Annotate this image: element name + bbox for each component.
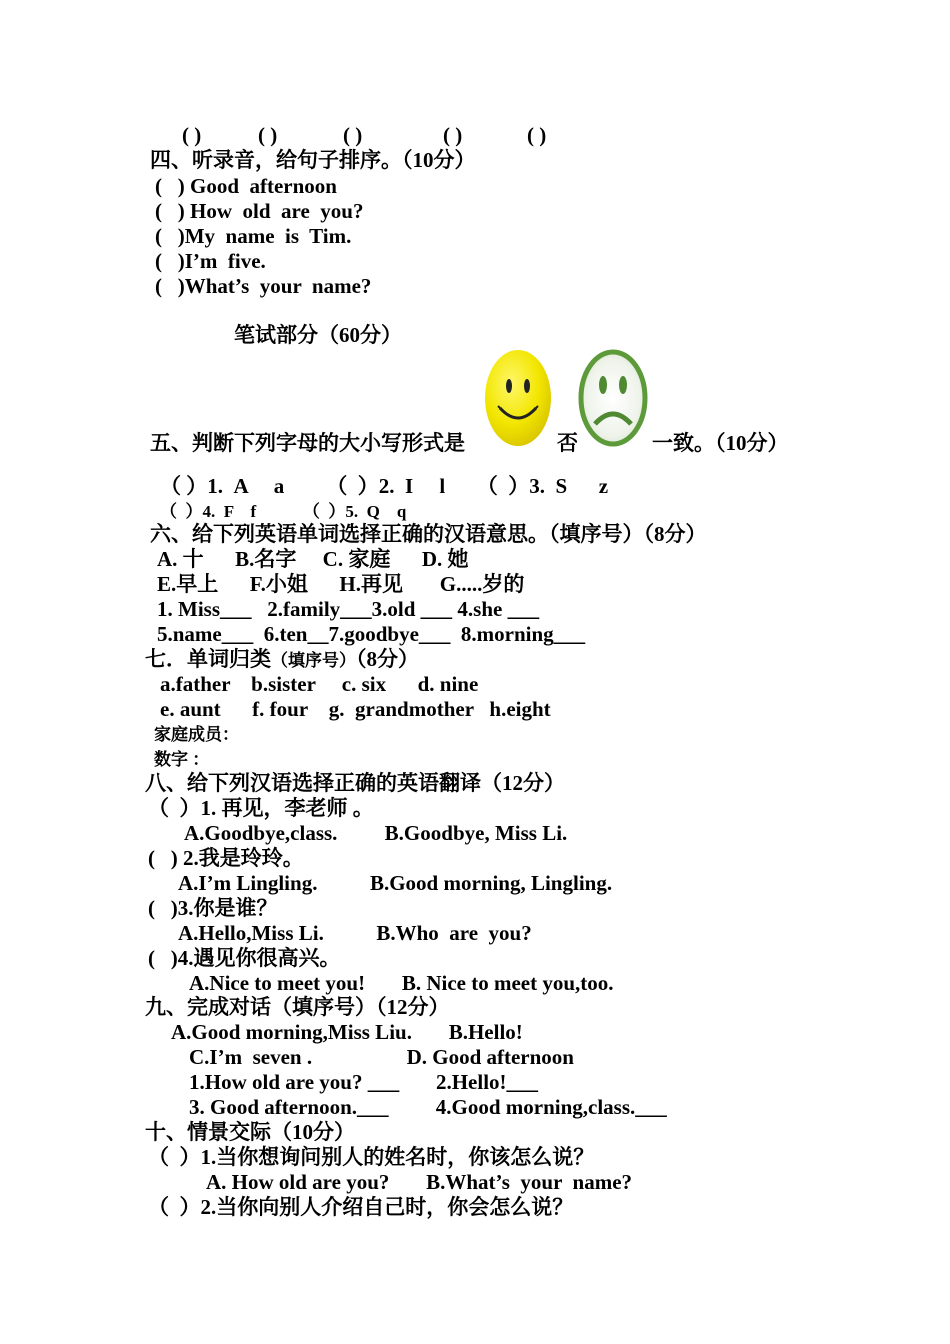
section-7-heading: 七．单词归类（填序号）（8分） <box>145 647 419 671</box>
category-family: 家庭成员： <box>154 725 239 744</box>
word-questions: 5.name___ 6.ten__7.goodbye___ 8.morning___ <box>157 622 586 646</box>
word-list: a.father b.sister c. six d. nine <box>160 672 479 696</box>
smiley-face-icon <box>482 348 554 448</box>
section-5-heading-mid: 否 <box>557 431 578 455</box>
ordering-item: ( ) Good afternoon <box>155 174 337 198</box>
answer-blank[interactable]: ( ) <box>258 123 278 147</box>
dialogue-questions: 3. Good afternoon.___ 4.Good morning,class.___ <box>189 1095 667 1119</box>
section-10-heading: 十、情景交际（10分） <box>145 1120 355 1144</box>
sad-face-icon <box>576 348 650 448</box>
written-part-title: 笔试部分（60分） <box>234 323 402 347</box>
answer-blank[interactable]: ( ) <box>527 123 547 147</box>
translation-question: ( )4.遇见你很高兴。 <box>148 946 341 970</box>
translation-options: A.Hello,Miss Li. B.Who are you? <box>178 921 532 945</box>
ordering-item: ( ) How old are you? <box>155 199 364 223</box>
section-4-heading: 四、听录音，给句子排序。（10分） <box>150 148 476 172</box>
meaning-options: E.早上 F.小姐 H.再见 G.....岁的 <box>157 572 525 596</box>
section-5-heading-start: 五、判断下列字母的大小写形式是 <box>150 431 465 455</box>
letter-case-row-1: （ ）1. A a （ ）2. I l （ ）3. S z <box>160 474 609 498</box>
meaning-options: A. 十 B.名字 C. 家庭 D. 她 <box>157 547 469 571</box>
answer-blank[interactable]: ( ) <box>443 123 463 147</box>
category-numbers: 数字 ： <box>154 750 210 769</box>
section-6-heading: 六、给下列英语单词选择正确的汉语意思。（填序号）（8分） <box>150 522 707 546</box>
dialogue-options: C.I’m seven . D. Good afternoon <box>189 1045 574 1069</box>
situation-question: （ ）2.当你向别人介绍自己时，你会怎么说？ <box>148 1195 574 1219</box>
situation-question: （ ）1.当你想询问别人的姓名时，你该怎么说？ <box>148 1145 595 1169</box>
dialogue-questions: 1.How old are you? ___ 2.Hello!___ <box>189 1070 539 1094</box>
translation-question: ( )3.你是谁？ <box>148 896 278 920</box>
translation-options: A.I’m Lingling. B.Good morning, Lingling. <box>178 871 613 895</box>
ordering-item: ( )What’s your name? <box>155 274 372 298</box>
answer-blank[interactable]: ( ) <box>343 123 363 147</box>
answer-blank[interactable]: ( ) <box>182 123 202 147</box>
situation-options: A. How old are you? B.What’s your name? <box>206 1170 633 1194</box>
word-questions: 1. Miss___ 2.family___3.old ___ 4.she ___ <box>157 597 540 621</box>
section-8-heading: 八、给下列汉语选择正确的英语翻译（12分） <box>145 771 565 795</box>
ordering-item: ( )I’m five. <box>155 249 266 273</box>
translation-question: （ ）1. 再见，李老师 。 <box>148 796 374 820</box>
translation-question: ( ) 2.我是玲玲。 <box>148 846 304 870</box>
translation-options: A.Nice to meet you! B. Nice to meet you,too. <box>189 971 614 995</box>
section-5-heading-end: 一致。（10分） <box>652 431 789 455</box>
letter-case-row-2: （ ）4. F f （ ）5. Q q <box>160 502 407 521</box>
section-9-heading: 九、完成对话（填序号）（12分） <box>145 995 450 1019</box>
ordering-item: ( )My name is Tim. <box>155 224 352 248</box>
dialogue-options: A.Good morning,Miss Liu. B.Hello! <box>171 1020 523 1044</box>
translation-options: A.Goodbye,class. B.Goodbye, Miss Li. <box>184 821 568 845</box>
word-list: e. aunt f. four g. grandmother h.eight <box>160 697 551 721</box>
